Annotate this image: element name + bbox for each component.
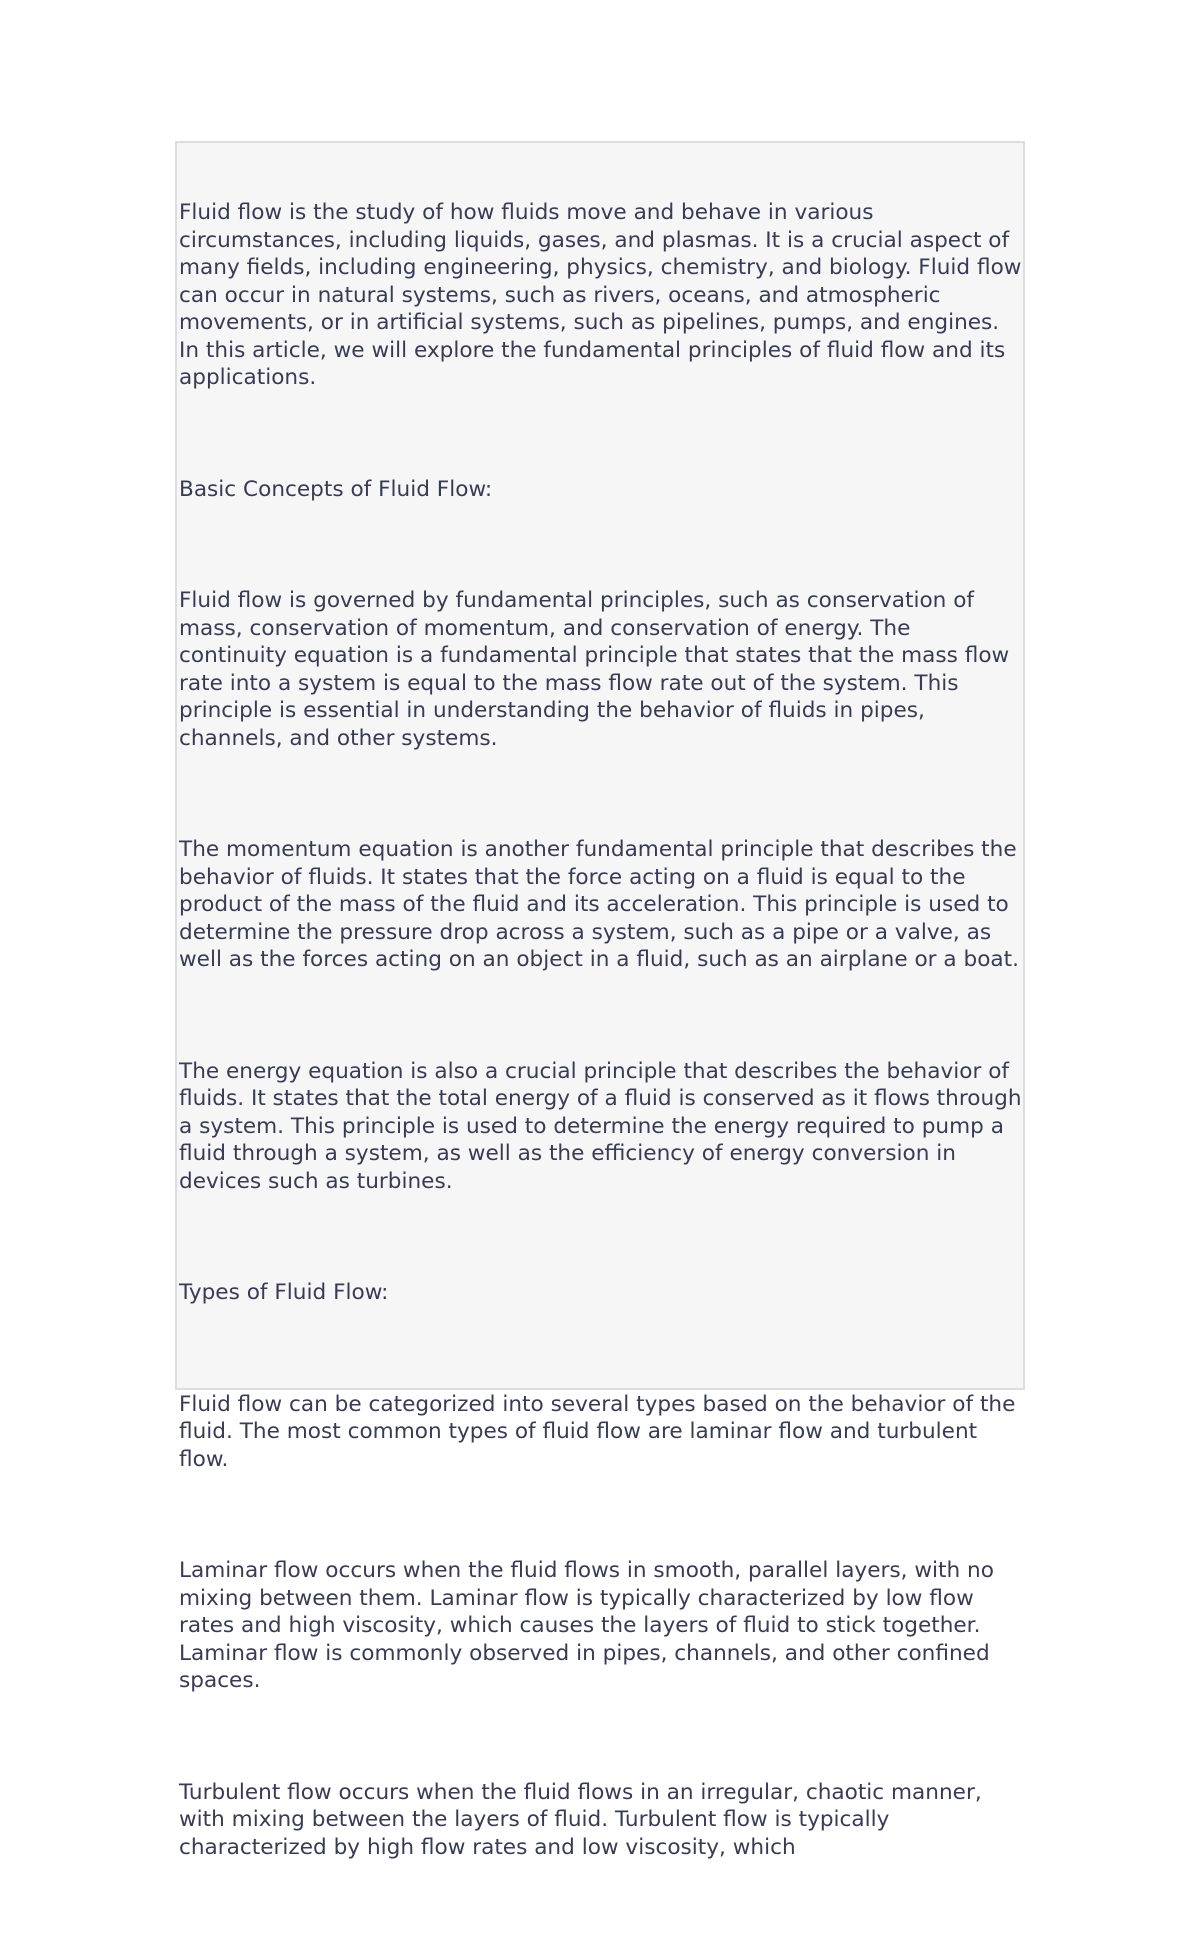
document-text-box (175, 141, 1029, 1860)
heading-basic-concepts: Basic Concepts of Fluid Flow: (179, 476, 493, 502)
paragraph-momentum: The momentum equation is another fundamental principle that describes the behavior of fluids. It states that the force acting on a fluid is equal to the product of the mass of the fluid and its acceleration. This principle is used to determine the pressure drop across a system, such as a pipe or a valve, as well as the forces acting on an object in a fluid, such as an airplane or a boat. (179, 837, 1024, 972)
paragraph-intro: Fluid flow is the study of how fluids move and behave in various circumstances, including liquids, gases, and plasmas. It is a crucial aspect of many fields, including engineering, physics, chemistry, and biology. Fluid flow can occur in natural systems, such as rivers, oceans, and atmospheric movements, or in artificial systems, such as pipelines, pumps, and engines. In this article, we will explore the fundamental principles of fluid flow and its applications. (179, 200, 1029, 390)
document-content (177, 143, 1029, 1945)
paragraph-conservation: Fluid flow is governed by fundamental principles, such as conservation of mass, conservation of momentum, and conservation of energy. The continuity equation is a fundamental principle that states that the mass flow rate into a system is equal to the mass flow rate out of the system. This principle is essential in understanding the behavior of fluids in pipes, channels, and other systems. (179, 588, 1017, 751)
heading-types-of-flow: Types of Fluid Flow: (179, 1280, 389, 1305)
paragraph-energy: The energy equation is also a crucial principle that describes the behavior of fluids. It states that the total energy of a fluid is conserved as it flows through a system. This principle is used to determine the energy required to pump a fluid through a system, as well as the efficiency of energy conversion in devices such as turbines. (179, 1058, 1029, 1194)
paragraph-laminar: Laminar flow occurs when the fluid flows in smooth, parallel layers, with no mixing between them. Laminar flow is typically characterized by low flow rates and high viscosity, which causes the layers of fluid to stick together. Laminar flow is commonly observed in pipes, channels, and other confined spaces. (179, 1558, 1001, 1693)
paragraph-types: Fluid flow can be categorized into several types based on the behavior of the fluid. The most common types of fluid flow are laminar flow and turbulent flow. (179, 1391, 1023, 1472)
paragraph-turbulent: Turbulent flow occurs when the fluid flows in an irregular, chaotic manner, with mixing between the layers of fluid. Turbulent flow is typically characterized by high flow rates and low viscosity, which (179, 1779, 989, 1860)
